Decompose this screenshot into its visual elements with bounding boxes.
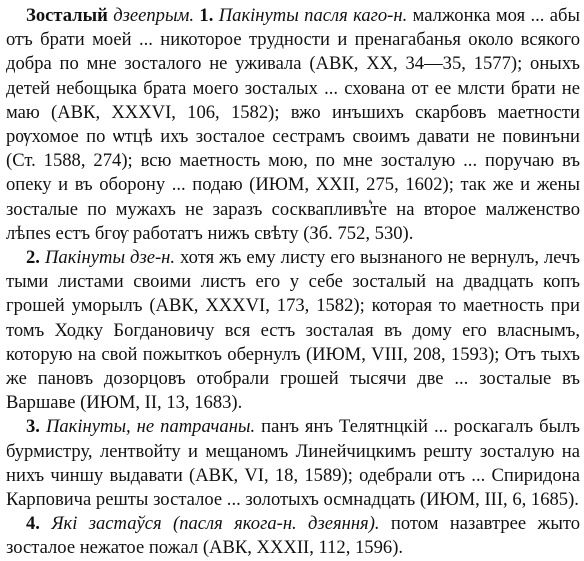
sense-3-gloss: Пакінуты, не патрачаны. [45, 416, 256, 438]
sense-2-gloss: Пакінуты дзе-н. [44, 247, 176, 269]
sense-1-paragraph [6, 4, 580, 246]
headword: Зосталый [26, 5, 108, 26]
sense-2-text: хотя жъ ему листу его вызнаного не вернулъ, лечъ тыми листами своими листъ его у себе зосталый на двадцать копъ грошей уморылъ (АВК, XXXVI, 173, 1582); которая то маетность при томъ Ходку Богдановичу вся естъ зосталая въ дому его власнымъ, которую на свой пожыткоъ обернулъ (ИЮМ, VIII, 208, 1593); Отъ тыхъ же пановъ дозорцовъ отобрали грошей тысячи две ... зосталые въ Варшаве (ИЮМ, II, 13, 1683). [6, 247, 581, 414]
sense-4-gloss: Які застаўся (пасля якога-н. дзеяння). [51, 513, 380, 535]
part-of-speech: дзеепрым. [113, 5, 195, 26]
sense-4-number: 4. [26, 513, 40, 535]
sense-3-paragraph [6, 415, 580, 512]
sense-1-number: 1. [199, 5, 214, 26]
dictionary-entry [6, 4, 580, 561]
sense-3-number: 3. [26, 416, 40, 438]
sense-2-paragraph [6, 246, 580, 415]
sense-1-text: малжонка моя ... абы отъ брати моей ... никоторое трудности и пренагабанья около всякого добра по мне зосталого не уживала (АВК, XX, 34—35, 1577); оныхъ детей небощыка брата моего зосталых ... схована от ее млсти брати не маю (АВК, XXXVI, 106, 1582); вжо инъшихъ скарбовъ маетности рѹхомое по ѡтцѣ ихъ зосталое сестрамъ своимъ давати не повинъни (Ст. 1588, 274); всю маетность мою, по мне зосталую ... поручаю въ опеку и въ оборону ... подаю (ИЮМ, XXII, 275, 1602); так же и жены зосталые по мужахъ не заразъ сосквапливъ͛те на второе малженство лѣпеѕ естъ бгѹ работатъ нижъ свѣту (Зб. 752, 530). [6, 5, 580, 244]
sense-2-number: 2. [26, 247, 40, 269]
sense-1-gloss: Пакінуты пасля каго-н. [218, 5, 408, 26]
sense-4-paragraph [6, 512, 580, 560]
sense-3-text: панъ янъ Телятнцкій ... роскагалъ былъ бурмистру, лентвойту и мещаномъ Линейчицкимъ решту зосталую на нихъ чиншу выдавати (АВК, VI, 18, 1589); одебрали отъ ... Спиридона Карповича решты зосталое ... золотыхъ осмнадцать (ИЮМ, III, 6, 1685). [6, 416, 580, 511]
sense-4-text: потом назавтрее жыто зосталое нежатое пожал (АВК, XXXII, 112, 1596). [6, 513, 580, 559]
